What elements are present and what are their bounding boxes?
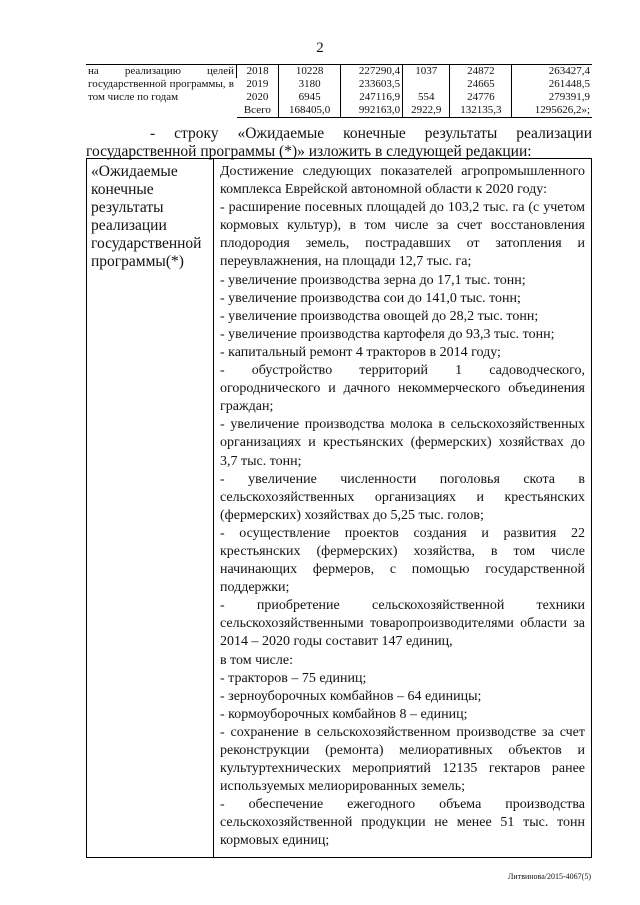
amendment-intro [86, 125, 592, 161]
table-cell: 554 [403, 91, 450, 104]
result-item: - сохранение в сельскохозяйственном производстве за счет реконструкции (ремонта) мелиоративных объектов и культуртехнических мероприятий 12135 гектаров ранее используемых мелиорированных земель; [220, 724, 585, 795]
result-item: - обеспечение ежегодного объема производства сельскохозяйственной продукции не менее 51 тыс. тонн кормовых единиц; [220, 797, 585, 849]
intro-line: государственной программы (*)» изложить в следующей редакции: [86, 143, 532, 160]
table-cell: 263427,4 [512, 65, 592, 79]
table-cell: 2020 [246, 91, 269, 103]
result-item: - увеличение численности поголовья скота в сельскохозяйственных организациях и крестьянских (фермерских) хозяйствах до 5,25 тыс. голов; [220, 471, 585, 523]
result-item: - расширение посевных площадей до 103,2 тыс. га (с учетом кормовых культур), в том числе за счет восстановления плодородия земель, пострадавших от затопления и переувлажнения, на площади 12,7 тыс. га; [220, 200, 585, 270]
results-content-cell [214, 159, 591, 857]
result-item: - кормоуборочных комбайнов 8 – единиц; [220, 706, 468, 722]
table-cell: 2019 [246, 78, 269, 90]
table-cell: 132135,3 [450, 104, 512, 118]
table-cell: 168405,0 [279, 104, 341, 118]
result-item: - увеличение производства сои до 141,0 тыс. тонн; [220, 290, 521, 306]
result-item: - увеличение производства зерна до 17,1 тыс. тонн; [220, 272, 526, 288]
table-cell: 2018 [237, 65, 279, 79]
table-cell: 3180 [279, 78, 341, 91]
table-cell: 24776 [450, 91, 512, 104]
table-row [86, 65, 592, 79]
result-item: - тракторов – 75 единиц; [220, 670, 367, 686]
table-cell: 1295626,2»; [512, 104, 592, 118]
result-item: - увеличение производства картофеля до 93,3 тыс. тонн; [220, 326, 555, 342]
table-cell: 992163,0 [341, 104, 403, 118]
table-cell: 6945 [279, 91, 341, 104]
table-cell: 279391,9 [512, 91, 592, 104]
financing-table [86, 64, 592, 118]
financing-description: на реализацию целей государственной программы, в том числе по годам [86, 65, 237, 118]
table-cell: 24872 [450, 65, 512, 79]
result-item: - капитальный ремонт 4 тракторов в 2014 году; [220, 344, 501, 360]
table-cell: Всего [237, 104, 279, 118]
table-cell: 227290,4 [341, 65, 403, 79]
result-item: - увеличение производства молока в сельскохозяйственных организациях и крестьянских (фермерских) хозяйствах до 3,7 тыс. тонн; [220, 417, 585, 469]
table-cell: 1037 [403, 65, 450, 79]
results-table [86, 158, 592, 858]
table-cell: 247116,9 [341, 91, 403, 104]
document-footer: Литвинова/2015-4067(5) [508, 872, 591, 881]
result-item: - осуществление проектов создания и развития 22 крестьянских (фермерских) хозяйства, в том числе начинающих фермеров, с помощью государственной поддержки; [220, 525, 585, 596]
table-cell [403, 78, 450, 91]
result-item: - увеличение производства овощей до 28,2 тыс. тонн; [220, 308, 539, 324]
result-item: в том числе: [220, 652, 293, 668]
result-item: - зерноуборочных комбайнов – 64 единицы; [220, 688, 482, 704]
table-cell: 2922,9 [403, 104, 450, 118]
result-item: Достижение следующих показателей агропромышленного комплекса Еврейской автономной области к 2020 году: [220, 164, 585, 198]
intro-line: - строку «Ожидаемые конечные результаты реализации [150, 125, 592, 142]
table-cell: 233603,5 [341, 78, 403, 91]
result-item: - обустройство территорий 1 садоводческого, огороднического и дачного некоммерческого объединения граждан; [220, 363, 585, 415]
page-number: 2 [316, 40, 324, 56]
table-cell: 261448,5 [512, 78, 592, 91]
table-cell: 10228 [279, 65, 341, 79]
table-cell: 24665 [450, 78, 512, 91]
results-label-cell: «Ожидаемые конечные результаты реализации государственной программы(*) [87, 159, 214, 857]
result-item: - приобретение сельскохозяйственной техники сельскохозяйственными товаропроизводителями области за 2014 – 2020 годы составит 147 единиц, [220, 598, 585, 650]
